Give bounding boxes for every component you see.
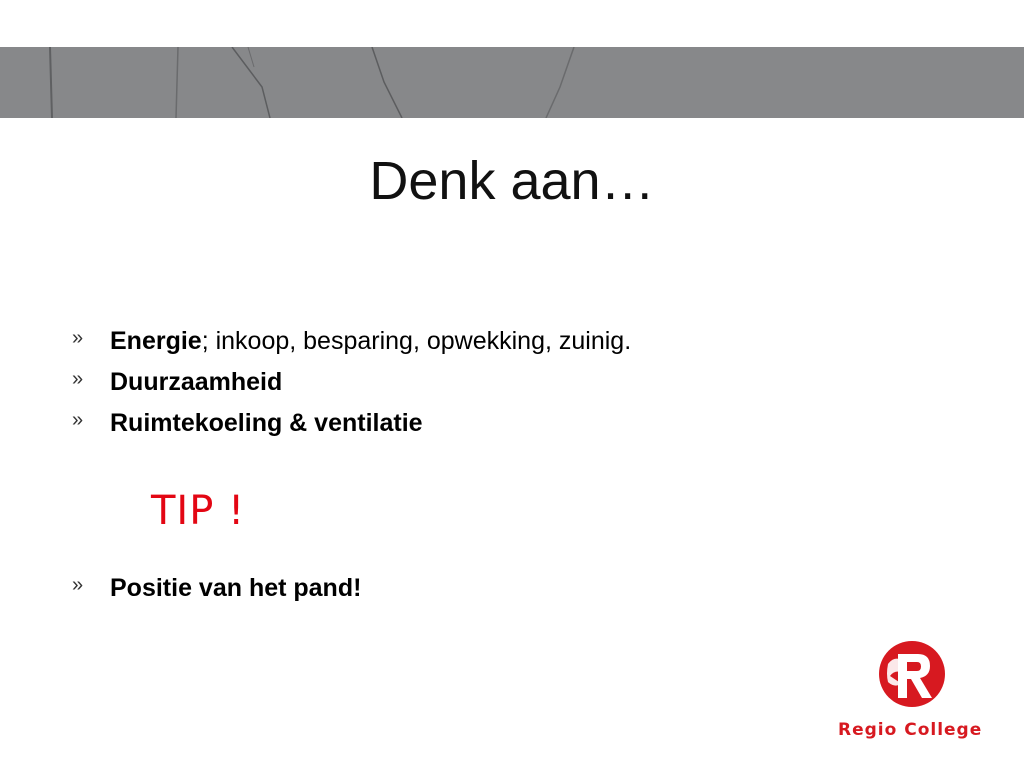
bullet-text: [110, 571, 361, 605]
slide-title: Denk aan…: [369, 151, 655, 211]
bullet-text: [110, 406, 423, 440]
tip-callout: TIP !: [151, 488, 246, 534]
bullet-text: [110, 324, 631, 358]
bullet-bold-text: Duurzaamheid: [110, 368, 283, 396]
bullet-rest-text: ; inkoop, besparing, opwekking, zuinig.: [201, 327, 632, 355]
header-banner: [0, 47, 1024, 118]
banner-texture: [0, 47, 1024, 118]
bullet-bold-text: Energie: [110, 327, 202, 355]
bullet-bold-text: Positie van het pand!: [110, 574, 362, 602]
bullet-marker-icon: »: [72, 368, 84, 390]
logo-wordmark: Regio College: [838, 720, 983, 740]
bullet-text: [110, 365, 282, 399]
regio-college-logo-icon: [878, 640, 946, 708]
bullet-bold-text: Ruimtekoeling & ventilatie: [110, 409, 423, 437]
bullet-marker-icon: »: [72, 574, 84, 596]
regio-college-logo: [836, 640, 986, 750]
bullet-marker-icon: »: [72, 327, 84, 349]
bullet-marker-icon: »: [72, 409, 84, 431]
